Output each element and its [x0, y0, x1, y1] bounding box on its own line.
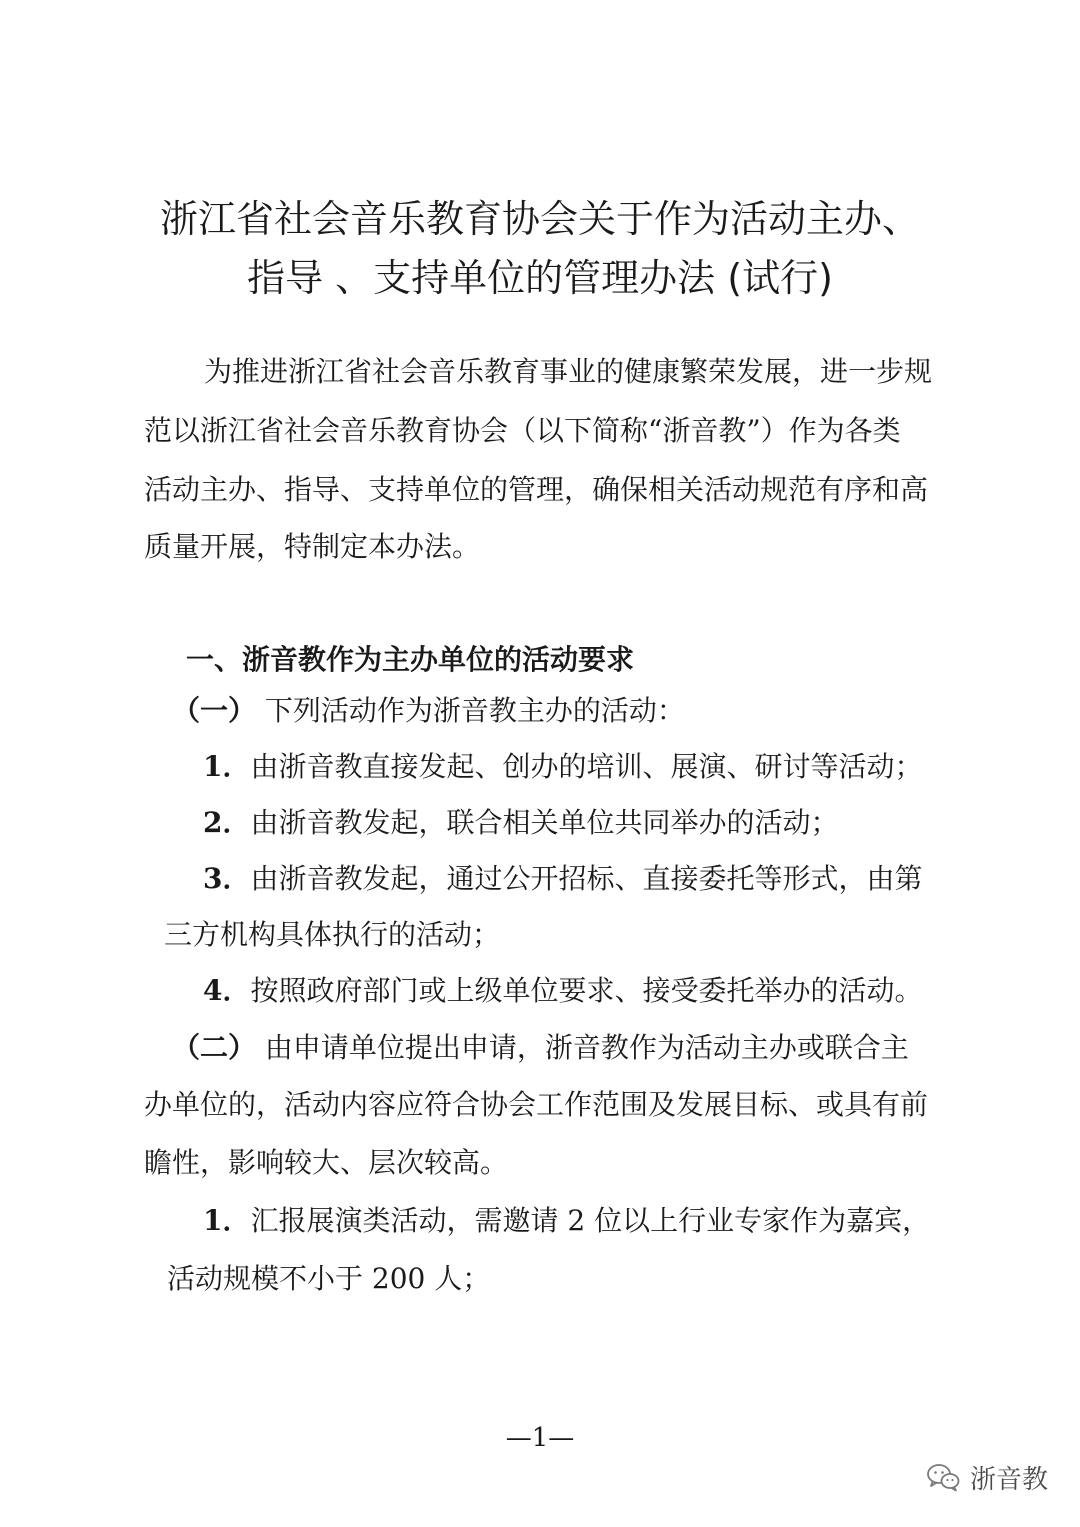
page-number: —1—: [505, 1423, 575, 1453]
document-title-line-1: 浙江省社会音乐教育协会关于作为活动主办、: [159, 197, 920, 241]
wechat-icon: [926, 1462, 960, 1492]
subsection-2-text: 由申请单位提出申请，浙音教作为活动主办或联合主: [256, 1031, 909, 1064]
list-item: [203, 806, 839, 839]
subsection-2-label: （二）: [172, 1031, 257, 1064]
list-item-number: 1．: [203, 750, 251, 783]
list-item: [203, 974, 923, 1007]
list-item-number: 3．: [203, 862, 251, 895]
subsection-2-line-2: 办单位的，活动内容应符合协会工作范围及发展目标、或具有前: [144, 1088, 929, 1121]
list-item: [203, 862, 923, 895]
list-item-text: 由浙音教直接发起、创办的培训、展演、研讨等活动；: [250, 750, 923, 783]
list-item: [203, 750, 923, 783]
intro-paragraph-line-2: 范以浙江省社会音乐教育协会（以下简称“浙音教”）作为各类: [144, 414, 901, 447]
list-item: [203, 1204, 931, 1237]
list-item-continuation: 活动规模不小于 200 人；: [167, 1262, 491, 1295]
watermark: [926, 1452, 1048, 1502]
list-item-number: 2．: [203, 806, 251, 839]
list-item-text: 由浙音教发起，联合相关单位共同举办的活动；: [250, 806, 839, 839]
watermark-text: 浙音教: [970, 1464, 1049, 1495]
subsection-2-line-3: 瞻性，影响较大、层次较高。: [144, 1146, 509, 1179]
subsection-1: [172, 694, 685, 727]
intro-paragraph-line-1: 为推进浙江省社会音乐教育事业的健康繁荣发展，进一步规: [204, 355, 933, 388]
subsection-2: [172, 1031, 909, 1064]
list-item-text: 由浙音教发起，通过公开招标、直接委托等形式，由第: [250, 862, 923, 895]
intro-paragraph-line-3: 活动主办、指导、支持单位的管理，确保相关活动规范有序和高: [144, 473, 929, 506]
list-item-number: 1．: [203, 1204, 251, 1237]
list-item-text: 汇报展演类活动，需邀请 2 位以上行业专家作为嘉宾，: [250, 1204, 931, 1237]
list-item-continuation: 三方机构具体执行的活动；: [164, 918, 501, 951]
intro-paragraph-line-4: 质量开展，特制定本办法。: [144, 530, 481, 563]
subsection-1-label: （一）: [172, 694, 257, 727]
list-item-text: 按照政府部门或上级单位要求、接受委托举办的活动。: [250, 974, 923, 1007]
document-title-line-2: 指导 、支持单位的管理办法 (试行): [247, 256, 833, 300]
list-item-number: 4．: [203, 974, 251, 1007]
subsection-1-text: 下列活动作为浙音教主办的活动：: [256, 694, 685, 727]
section-heading: 一、浙音教作为主办单位的活动要求: [186, 643, 635, 676]
